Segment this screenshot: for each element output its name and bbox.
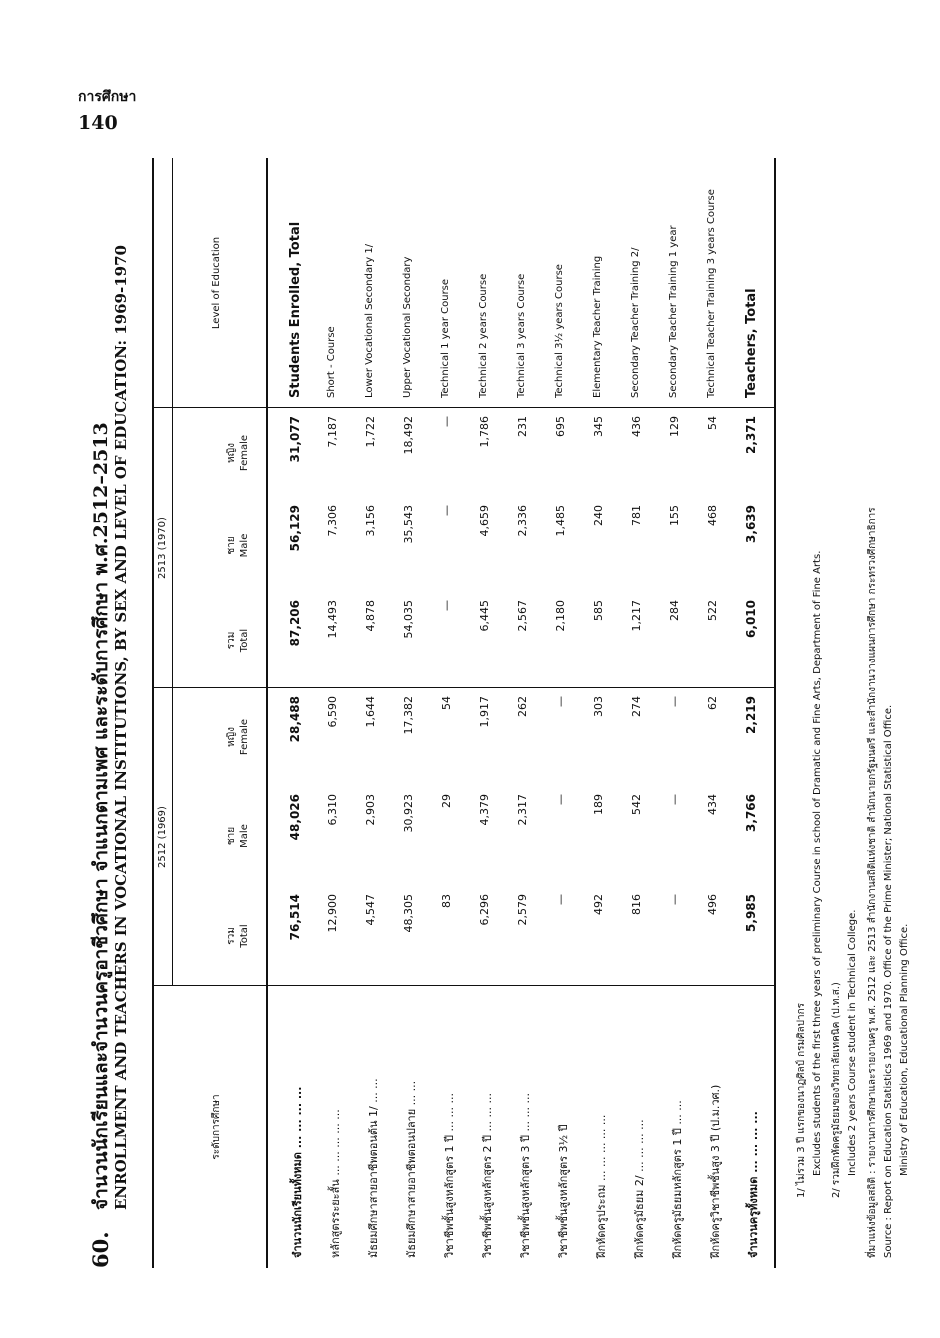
- col-female-1969: หญิง Female: [226, 718, 250, 756]
- table-cell: 2,219: [744, 696, 758, 734]
- table-cell: 6,296: [478, 894, 491, 926]
- table-cell: 76,514: [288, 894, 302, 941]
- row-label-english: Technical 3½ years Course: [554, 264, 565, 398]
- row-label-english: Technical 1 year Course: [440, 278, 451, 398]
- table-cell: 4,379: [478, 794, 491, 826]
- table-cell: 6,590: [326, 696, 339, 728]
- year-divider: [172, 158, 173, 986]
- table-cell: 231: [516, 416, 529, 437]
- row-label-thai: จำนวนครูทั้งหมด ... ... ... ...: [747, 1111, 760, 1258]
- table-cell: 54,035: [402, 600, 415, 639]
- row-label-english: Secondary Teacher Training 2/: [630, 247, 641, 398]
- table-cell: 6,445: [478, 600, 491, 632]
- table-cell: 2,903: [364, 794, 377, 826]
- source-thai: ที่มาแห่งข้อมูลสถิติ : รายงานการศึกษาและรายงานครู พ.ศ. 2512 และ 2513 สำนักงานสถิติแห่งชาติ สำนักนายกรัฐมนตรี และสำนักงานวางแผนการศึกษา กระทรวงศึกษาธิการ: [867, 507, 878, 1258]
- table-cell: 345: [592, 416, 605, 437]
- table-cell: 284: [668, 600, 681, 621]
- table-cell: 6,310: [326, 794, 339, 826]
- year-1970-header: 2513 (1970): [157, 517, 168, 579]
- table-cell: 240: [592, 505, 605, 526]
- source-english-line-2: Ministry of Education, Educational Planning Office.: [899, 923, 910, 1176]
- row-label-thai: หลักสูตรระยะสั้น ... ... ... ... ...: [329, 1109, 342, 1258]
- table-cell: 189: [592, 794, 605, 815]
- table-cell: —: [554, 696, 567, 707]
- row-label-english: Technical 3 years Course: [516, 273, 527, 398]
- table-cell: 4,659: [478, 505, 491, 537]
- footnote-1-thai: 1/ ไม่รวม 3 ปี แรกของนาฏศิลป์ กรมศิลปากร: [796, 1003, 807, 1198]
- table-cell: 87,206: [288, 600, 302, 647]
- top-rule: [152, 158, 154, 1268]
- table-cell: —: [440, 600, 453, 611]
- table-cell: 522: [706, 600, 719, 621]
- table-cell: 83: [440, 894, 453, 908]
- table-cell: 31,077: [288, 416, 302, 463]
- table-cell: 17,382: [402, 696, 415, 735]
- year-1969-header: 2512 (1969): [157, 806, 168, 868]
- table-cell: 1,644: [364, 696, 377, 728]
- table-cell: 3,156: [364, 505, 377, 537]
- footnote-2-thai: 2/ รวมฝึกหัดครูมัธยมของวิทยาลัยเทคนิค (ป.ท.ส.): [831, 982, 842, 1198]
- row-label-thai: ฝึกหัดครูประถม ... ... ... ... ...: [595, 1114, 608, 1258]
- footnote-1-english: Excludes students of the first three years of preliminary Course in school of Dramatic and Fine Arts, Department of Fine Arts.: [812, 550, 823, 1176]
- table-cell: 3,766: [744, 794, 758, 832]
- row-label-english: Students Enrolled, Total: [288, 221, 303, 398]
- table-cell: 1,917: [478, 696, 491, 728]
- table-cell: 542: [630, 794, 643, 815]
- table-cell: 18,492: [402, 416, 415, 455]
- row-label-english: Technical Teacher Training 3 years Course: [706, 189, 717, 398]
- row-label-english: Secondary Teacher Training 1 year: [668, 225, 679, 398]
- page-number: 140: [78, 112, 118, 134]
- col-male-1970: ชาย Male: [226, 533, 250, 558]
- row-label-english: Lower Vocational Secondary 1/: [364, 243, 375, 398]
- table-cell: —: [440, 416, 453, 427]
- table-cell: 1,217: [630, 600, 643, 632]
- table-title-english: ENROLLMENT AND TEACHERS IN VOCATIONAL INSTITUTIONS, BY SEX AND LEVEL OF EDUCATION: 1969-1970: [112, 245, 130, 1210]
- level-header-english: Level of Education: [211, 236, 222, 330]
- table-cell: 62: [706, 696, 719, 710]
- category-label: การศึกษา: [78, 89, 137, 105]
- row-label-thai: วิชาชีพชั้นสูงหลักสูตร 2 ปี ... ... ...: [481, 1093, 494, 1258]
- table-cell: 2,336: [516, 505, 529, 537]
- table-cell: 4,878: [364, 600, 377, 632]
- col-total-1970: รวม Total: [226, 628, 250, 653]
- row-label-thai: จำนวนนักเรียนทั้งหมด ... ... ... ...: [291, 1086, 304, 1258]
- table-number: 60.: [88, 1231, 113, 1268]
- table-cell: 4,547: [364, 894, 377, 926]
- table-cell: —: [668, 696, 681, 707]
- table-cell: 496: [706, 894, 719, 915]
- table-cell: —: [554, 894, 567, 905]
- row-label-english: Upper Vocational Secondary: [402, 256, 413, 398]
- table-cell: 468: [706, 505, 719, 526]
- table-cell: 585: [592, 600, 605, 621]
- row-label-thai: มัธยมศึกษาสายอาชีพตอนปลาย ... ...: [405, 1080, 418, 1258]
- col-total-1969: รวม Total: [226, 924, 250, 948]
- level-header-thai: ระดับการศึกษา: [211, 1094, 222, 1160]
- table-cell: 434: [706, 794, 719, 815]
- table-cell: 1,786: [478, 416, 491, 448]
- source-english: Source : Report on Education Statistics 1969 and 1970. Office of the Prime Minister; National Statistical Office.: [883, 704, 894, 1258]
- table-cell: 5,985: [744, 894, 758, 932]
- table-cell: 7,306: [326, 505, 339, 537]
- table-cell: 3,639: [744, 505, 758, 543]
- table-cell: 29: [440, 794, 453, 808]
- footnote-2-english: Includes 2 years Course student in Technical College.: [847, 909, 858, 1176]
- row-label-thai: ฝึกหัดครูมัธยมหลักสูตร 1 ปี ... ...: [671, 1100, 684, 1258]
- table-cell: 303: [592, 696, 605, 717]
- table-cell: 816: [630, 894, 643, 915]
- table-cell: 2,579: [516, 894, 529, 926]
- table-cell: 56,129: [288, 505, 302, 552]
- table-cell: 6,010: [744, 600, 758, 638]
- row-label-english: Technical 2 years Course: [478, 273, 489, 398]
- table-cell: 7,187: [326, 416, 339, 448]
- table-cell: 2,180: [554, 600, 567, 632]
- table-cell: 1,722: [364, 416, 377, 448]
- table-cell: 436: [630, 416, 643, 437]
- table-cell: 48,026: [288, 794, 302, 841]
- table-cell: 155: [668, 505, 681, 526]
- row-label-thai: วิชาชีพชั้นสูงหลักสูตร 1 ปี ... ... ...: [443, 1093, 456, 1258]
- table-cell: 2,567: [516, 600, 529, 632]
- row-label-english: Short - Course: [326, 326, 337, 398]
- col-female-1970: หญิง Female: [226, 434, 250, 472]
- table-cell: 54: [706, 416, 719, 430]
- table-cell: 48,305: [402, 894, 415, 933]
- table-cell: —: [668, 894, 681, 905]
- table-cell: —: [554, 794, 567, 805]
- row-label-thai: ฝึกหัดครูวิชาชีพชั้นสูง 3 ปี (ป.ม.วศ.): [709, 1084, 722, 1258]
- bottom-rule: [774, 158, 776, 1268]
- row-label-thai: วิชาชีพชั้นสูงหลักสูตร 3½ ปี: [557, 1124, 570, 1258]
- header-bottom-rule: [266, 158, 268, 1268]
- table-cell: 1,485: [554, 505, 567, 537]
- row-label-thai: ฝึกหัดครูมัธยม 2/ ... ... ... ...: [633, 1119, 646, 1258]
- table-cell: 262: [516, 696, 529, 717]
- table-cell: 14,493: [326, 600, 339, 639]
- table-cell: 2,317: [516, 794, 529, 826]
- table-cell: —: [440, 505, 453, 516]
- rotated-table-page: [60, 158, 940, 1268]
- row-label-thai: มัธยมศึกษาสายอาชีพตอนต้น 1/ ... ...: [367, 1078, 380, 1258]
- table-cell: 54: [440, 696, 453, 710]
- table-cell: 781: [630, 505, 643, 526]
- row-label-english: Teachers, Total: [744, 288, 759, 398]
- table-cell: 695: [554, 416, 567, 437]
- table-cell: 129: [668, 416, 681, 437]
- table-cell: 2,371: [744, 416, 758, 454]
- table-title-thai: จำนวนนักเรียนและจำนวนครูอาชีวศึกษา จำแนกตามเพศ และระดับการศึกษา พ.ศ.2512–2513: [90, 422, 112, 1210]
- row-label-thai: วิชาชีพชั้นสูงหลักสูตร 3 ปี ... ... ...: [519, 1093, 532, 1258]
- table-cell: 28,488: [288, 696, 302, 743]
- table-cell: 492: [592, 894, 605, 915]
- row-label-english: Elementary Teacher Training: [592, 255, 603, 398]
- table-cell: —: [668, 794, 681, 805]
- col-male-1969: ชาย Male: [226, 824, 250, 848]
- table-cell: 35,543: [402, 505, 415, 544]
- table-cell: 12,900: [326, 894, 339, 933]
- table-cell: 274: [630, 696, 643, 717]
- table-cell: 30,923: [402, 794, 415, 833]
